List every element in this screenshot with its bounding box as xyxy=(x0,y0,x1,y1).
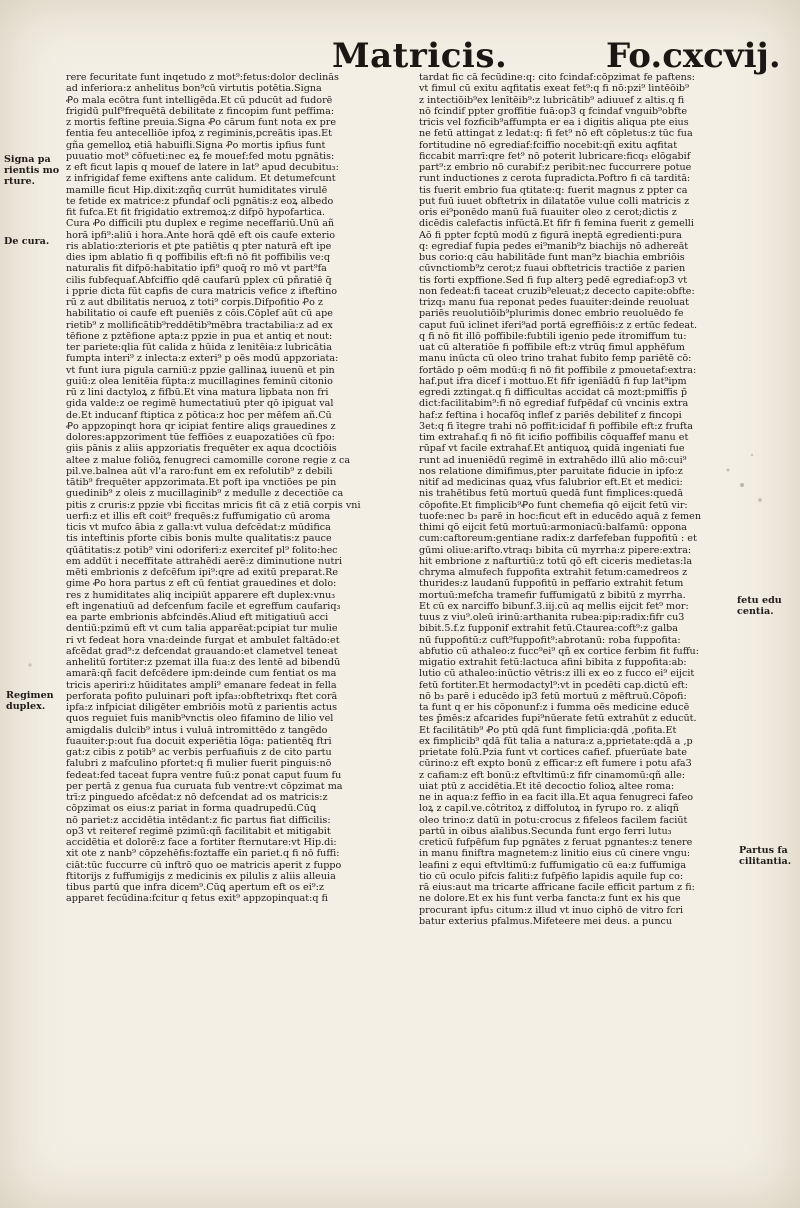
text-line: xit ote z nanb⁹ cōpzehēfis:foztaffe eīn pariet.q fi nō fuffi: xyxy=(66,848,340,860)
margin-note-line: Regimen xyxy=(6,690,54,701)
text-line: nō fcindif ppter groffitie fuā:op3 q fcindaf vnguib⁹obfte xyxy=(419,105,688,117)
text-line: cilis fubfequaf.Abfciffio qdē caufarū pplex cū pñratiē q̄ xyxy=(66,274,332,286)
text-line: vt fimul cū exitu aqfitatis exeat fet⁹:q fi nō:pzi⁹ lintēōib⁹ xyxy=(419,83,689,95)
text-line: caput fuū iclinet iferi⁹ad portā egreffiōis:z z ertūc fedeat. xyxy=(419,319,698,331)
text-line: uat cū alteratiōe fi poffibile eft:z vtrūq fimul apphēfum xyxy=(419,342,685,353)
margin-note-line: Partus fa xyxy=(739,845,788,856)
text-line: Cura Ꝓo difficili ptu duplex e regime neceffariū.Unū añ xyxy=(66,218,335,230)
text-line: nis trahētibus fetū mortuū quedā funt fimplices:quedā xyxy=(419,488,684,500)
text-line: puuatio mot⁹ cōfueti:nec eꝝ fe mouef:fed motu pgnātis: xyxy=(66,150,335,162)
text-line: apparet fecūdina:fcitur q fetus exit⁹ appzopinquat:q fi xyxy=(66,893,328,905)
text-line: Et facilitātib⁹ Ꝓo ptū qdā funt fimplicia:qdā ,pofita.Et xyxy=(419,724,677,736)
text-line: tim extrahaf.q fi nō fit icifio poffibilis cōquaffef manu et xyxy=(419,432,689,443)
text-line: tēfione z pztēfione apta:z ppzie in pua et antiq et nout: xyxy=(66,330,333,342)
text-line: dentiū:pzimū eft vt cum talia apparēat:pcipiat tur mulie xyxy=(66,623,338,635)
text-line: ad inferiora:z anhelitus bon⁹cū virtutis potētia.Signa xyxy=(66,83,322,95)
text-line: eft ingenatiuū ad defcenfum facile et egreffum caufariq₃ xyxy=(66,600,341,612)
text-line: frigidū pulf⁹frequētā debilitate z fincopim funt peffima: xyxy=(66,105,335,117)
text-line: leafini z equi eftvltimū:z fuffumigatio cū ea:z fuffumiga xyxy=(419,859,687,871)
text-line: dicēdis calefactis infūctā.Et fifr fi femina fuerit z gemelli xyxy=(419,218,694,230)
text-line: tis forti expffione.Sed fi fup alterꝫ pedē egrediaf:op3 vt xyxy=(419,274,688,286)
text-line: q fi nō fit illō poffibile:fubtili igenio pede itromiffum tu: xyxy=(419,330,687,342)
text-line: cōpofite.Et fimplicib⁹Ꝓo funt chemefia qō eijcit fetū vir: xyxy=(419,499,688,511)
text-line: oleo trino:z datū in potu:crocus z fifeleos facilem faciūt xyxy=(419,814,688,826)
text-line: part⁹:z embrio nō curabif:z peribit:nec fuccurrere potue xyxy=(419,162,692,173)
text-line: rā eius:aut ma tricarte affricane facile efficit partum z fi: xyxy=(419,882,695,893)
text-line: tātib⁹ frequēter appzorimata.Et poft ipa vnctiōes pe pin xyxy=(66,477,337,488)
text-line: ticis vt mufco ābia z galla:vt vulua defcēdat:z mūdifica xyxy=(66,522,331,533)
margin-note-regimen xyxy=(6,690,54,712)
ink-spot xyxy=(727,469,730,472)
text-column-right xyxy=(419,72,722,1146)
text-line: vt funt iura pigula carniū:z ppzie gallinaꝝ iuuenū et pin xyxy=(66,364,335,376)
text-line: cūvnctiomb⁹z cerot;z fuaui obftetricis tractiōe z parien xyxy=(419,263,686,275)
text-line: gūmi oliue:arifto.vtraq₃ bibita cū myrrha:z pipere:extra: xyxy=(419,544,692,556)
text-line: res z humiditates aliq incipiūt apparere eft duplex:vnu₃ xyxy=(66,589,336,601)
text-line: guedinib⁹ z oleis z mucillaginib⁹ z medulle z decectiōe ca xyxy=(66,488,344,500)
text-line: Aō fi ppter fcptū modū z figurā ineptā egredienti:pura xyxy=(419,229,682,241)
text-line: op3 vt reiteref regimē pzimū:qñ facilitabit et mitigabit xyxy=(66,825,331,837)
text-line: habilitatio oi caufe eft pueniēs z cōis.Cōplef aūt cū ape xyxy=(66,308,333,320)
text-line: ne fetū attingat z ledat:q: fi fet⁹ nō eft cōpletus:z tūc fua xyxy=(419,128,693,140)
text-line: non fedeat:fi taceat cruzib⁹eleuat;z dececto capite:obfte: xyxy=(419,285,695,297)
text-line: cum:caftoreum:gentiane radix:z darfefeban fuppofitū : et xyxy=(419,533,697,545)
text-line: gime Ꝓo hora partus z eft cū fentiat grauedines et dolo: xyxy=(66,578,337,590)
text-line: tricis aperiri:z hūiditates ampli⁹ emanare fedeat in fella xyxy=(66,679,337,691)
margin-note-line: rientis mo xyxy=(4,165,60,176)
text-line: lutio cū athaleo:inūctio vētris:z illi ex eo z fucco ei⁹ eijcit xyxy=(419,668,695,680)
text-line: accidētia et dolorē:z face a fortiter fternutare:vt Hip.di: xyxy=(66,837,337,848)
text-line: trizq₃ manu fua reponat pedes fuauiter:deinde reuoluat xyxy=(419,297,689,308)
text-line: i pprie dicta fūt capfis de cura matricis vefice z ifteftino xyxy=(66,285,338,297)
text-line: nū fuppofitū:z cuft⁹fuppofit⁹:abrotanū: roba fuppofita: xyxy=(419,634,681,646)
text-line: z intectiōib⁹ex lenītēib⁹:z lubricātib⁹ adiuuef z altis.q fi xyxy=(419,94,685,106)
text-line: gida valde:z oe regimē humectatiuū pter qō ipiguat val xyxy=(66,398,334,410)
text-line: bibit.5.f.z fupponif extrahit fetū.Ctaurea:coft⁹:z galba xyxy=(419,623,679,635)
text-line: ne in aqua:z feffio in ea facit illa.Et aqua fenugreci fafeo xyxy=(419,792,694,803)
text-line: ciāt:tūc fuccurre cū inftrō quo oe matricis aperit z fuppo xyxy=(66,859,342,871)
text-line: tibus partū que infra dicem⁹.Cūꝗ apertum eft os ei⁹:z xyxy=(66,882,324,893)
ink-spot xyxy=(751,454,753,456)
text-line: horā ipfi⁹:aliū i hora.Ante horā qdē eft ois caufe exterio xyxy=(66,229,336,241)
text-line: naturalis fit difpō:habitatio ipfi⁹ quoq̄ ro mō vt part⁹fa xyxy=(66,263,327,275)
text-line: Ꝓo appzopinqt hora qr icipiat fentire aliqs grauedines z xyxy=(66,420,336,432)
text-line: 3et:q fi ītegre trahi nō poffit:icidaf fi poffibile eft:z frufta xyxy=(419,420,694,432)
text-line: tis fuerit embrio fua qtitate:q: fuerit magnus z ppter ca xyxy=(419,184,688,196)
margin-note-line: duplex. xyxy=(6,701,46,712)
text-line: rū z lini dactyloꝝ z fifbū.Et vina matura lipbata non fri xyxy=(66,387,329,398)
text-line: creticū fufpēfum fup pgnātes z feruat pgnantes:z tenere xyxy=(419,837,693,848)
text-line: uiat ptū z accidētia.Et itē decoctio folioꝝ altee roma: xyxy=(419,780,675,792)
text-line: nō b₃ parē i educēdo ip3 fetū mortuū z mēftruū.Cōpofi: xyxy=(419,690,687,702)
margin-note-line: cilitantia. xyxy=(739,856,792,867)
text-line: anhelitū fortiter:z pzemat illa fua:z des lentē ad bibendū xyxy=(66,657,341,668)
text-line: dolores:appzoriment tūe feffiōes z euapozatiōes cū fpo: xyxy=(66,432,335,443)
text-line: tis inteftinis pforte cibis bonis multe qualitatis:z pauce xyxy=(66,533,332,545)
text-line: ipfa:z infpiciat diligēter embriōis motū z parientis actus xyxy=(66,702,337,713)
text-line: bus corio:q cāu habilitāde funt man⁹z biachia embriōis xyxy=(419,252,685,263)
text-line: rū z aut dbilitatis neruoꝝ z toti⁹ corpis.Difpofitio Ꝓo z xyxy=(66,297,323,308)
margin-note-signa xyxy=(4,154,59,187)
running-head: Matricis. xyxy=(332,36,508,76)
text-line: ea parte embrionis abfcindēs.Aliud eft mitigatiuū acci xyxy=(66,612,329,623)
text-line: runt ad inueniēdū regimē in extrahēdo illū alio mō:cui⁹ xyxy=(419,454,687,466)
margin-note-line: centia. xyxy=(737,606,774,617)
margin-note-line: rture. xyxy=(4,176,35,187)
text-line: ficcabit marrī:qre fet⁹ nō poterit lubricare:ficq₃ elōgabif xyxy=(419,150,691,162)
text-line: gña gemelloꝝ etiā habuifli.Signa Ꝓo mortis ipfius funt xyxy=(66,139,326,151)
text-line: mēti embrionis z defcēfum ipi⁹:qre ad exitū preparat.Re xyxy=(66,567,339,578)
text-column-left xyxy=(66,72,399,1146)
text-line: z infrigidaf feme exiftens ante calidum. Et detumefcunt xyxy=(66,173,336,185)
text-line: ne dolore.Et ex his funt verba fancta:z funt ex his que xyxy=(419,893,681,905)
text-line: pariēs reuolutiōib⁹plurimis donec embrio reuoluēdo fe xyxy=(419,308,684,320)
text-line: nō pariet:z accidētia intēdant:z fic partus fiat difficilis: xyxy=(66,814,331,826)
text-line: qūātitatis:z potib⁹ vini odoriferi:z exercitef pl⁹ folito:hec xyxy=(66,544,338,556)
text-line: put fuū iuuet obftetrix in dilatatōe vulue colli matricis z xyxy=(419,195,690,207)
text-line: dict:facilitabim⁹:fi nō egrediaf fufpēdaf cū vncinis extra xyxy=(419,398,689,410)
text-line: ri vt fedeat hora vna:deinde furgat et ambulet faltādo:et xyxy=(66,634,340,646)
text-line: runt inductiones z cerota fupradicta.Poftro fi cā tarditā: xyxy=(419,173,691,185)
text-line: haf.put ifra dicef i mottuo.Et fifr igenīādū fi fup lat⁹ipm xyxy=(419,375,687,387)
text-line: mortuū:mefcha tramefir fuffumigatū z bibitū z myrrha. xyxy=(419,589,686,601)
text-line: z cafiam:z eft bonū:z eftvltimū:z fifr cinamomū:qñ alle: xyxy=(419,769,686,781)
margin-note-de-cura xyxy=(4,236,49,247)
text-line: mamille ficut Hip.dixit:zqñq currūt humiditates virulē xyxy=(66,184,328,196)
text-line: pitis z cruris:z ppzie vbi ficcitas mricis fit cā z etiā corpis vni xyxy=(66,499,361,511)
text-line: procurant ipfu₃ citum:z illud vt inuo ciphō de vitro fcri xyxy=(419,904,684,916)
text-line: ris ablatio:zterioris et ꝑte patiētis q pter naturā eft ipe xyxy=(66,240,332,252)
text-line: thimi qō eijcit fetū mortuū:armoniacū:balfamū: oppona xyxy=(419,522,687,533)
text-line: ta funt q er his cōponunf:z i fumma oēs medicine educē xyxy=(419,702,690,713)
text-line: fumpta interi⁹ z inlecta:z exteri⁹ p oēs modū appzoriata: xyxy=(66,353,339,365)
text-line: z eft ficut lapis q mouef de latere in lat⁹ apud decubitu₃: xyxy=(66,162,339,173)
text-line: uerfi:z et illis eft coit⁹ frequēs:z fuffumigatio cū aroma xyxy=(66,510,331,522)
text-line: trī:z pinguedo afcēdat:z nō defcendat ad os matricis:z xyxy=(66,792,328,803)
text-line: q: egrediaf fupia pedes ei⁹manib⁹z biachijs nō adhereāt xyxy=(419,240,689,252)
text-line: rūpaf vt facile extrahaf.Et antiquoꝝ quidā ingeniati fue xyxy=(419,443,685,455)
ink-spot xyxy=(758,498,762,502)
text-line: manu inūcta cū oleo trino trahat fubito femp pariētē cō: xyxy=(419,353,692,365)
text-line: loꝝ z capil.ve.côtritoꝝ z diffolutoꝝ in fyrupo ro. z aliqñ xyxy=(419,803,679,815)
text-line: giis pānis z aliis appzoriatis frequēter ex aqua dcoctiōis xyxy=(66,443,337,455)
text-line: oris ei⁹ponēdo manū fuā fuauiter oleo z cerot;dictis z xyxy=(419,207,677,218)
text-line: tuofe:nec b₃ parē in hoc:ficut eft in educēdo aquā z femen xyxy=(419,510,702,522)
text-line: nitif ad medicinas quaꝝ vfus falubrior eft.Et et medici: xyxy=(419,477,683,488)
text-line: afcēdat grad⁹:z defcendat grauando:et clametvel teneat xyxy=(66,645,338,657)
margin-note-fetu-educentia xyxy=(737,595,782,617)
text-line: thurides:z laudanū fuppofitū in peffario extrahit fetum xyxy=(419,578,684,590)
text-line: rietib⁹ z mollificātib⁹reddētib⁹mēbra tractabilia:z ad ex xyxy=(66,319,333,331)
text-line: z mortis feftine preuia.Signa Ꝓo cārum funt nota ex pre xyxy=(66,117,337,128)
text-line: partū in oibus aīalibus.Secunda funt ergo ferri lutu₃ xyxy=(419,825,672,837)
text-line: hit embrione z nafturtiū:z totū qō eft ciceris medietas:la xyxy=(419,555,693,567)
margin-note-partus xyxy=(739,845,791,867)
text-line: fortitudine nō egrediaf:fciffio nocebit:qñ exitu aqfitat xyxy=(419,139,678,151)
text-line: chryma almufech fuppofita extrahit fetum:camedreos z xyxy=(419,567,688,578)
text-line: tricis vel fozficib⁹affumpta er ea i digitis aliqua pte eius xyxy=(419,117,689,128)
text-line: falubri z mafculino pfortet:q fi mulier fuerit pinguis:nō xyxy=(66,758,332,770)
text-line: tuus z viu⁹.oleū irinū:arthanita rubea:pip:radix:fifr cu3 xyxy=(419,612,685,623)
margin-note-line: fetu edu xyxy=(737,595,782,606)
text-line: dies ipm ablatio fi q poffibilis eft:fi nō fit poffibilis ve:q xyxy=(66,252,331,263)
text-line: fentia feu antecelliōe ipfoꝝ z regiminis,pcreātis ipas.Et xyxy=(66,128,332,140)
text-line: perforata pofito puluinari poft ipfa₃:obftetrixq₃ ftet corā xyxy=(66,690,338,702)
text-line: rere fecuritate funt inqetudo z mot⁹:fetus:dolor declinās xyxy=(66,72,339,83)
text-line: in manu finiftra magnetem:z linitio eius cū cinere vngu: xyxy=(419,848,691,860)
text-line: Et cū ex narciffo bibunf.3.iij.cū aq mellis eijcit fet⁹ mor: xyxy=(419,600,689,612)
text-line: fit fufca.Et fit frigidatio extremoꝝ:z difpō hypofartica. xyxy=(66,207,326,218)
margin-note-line: Signa pa xyxy=(4,154,51,165)
text-line: cōpzimat os eius:z pariat in forma quadrupedū.Cūꝗ xyxy=(66,803,317,815)
text-line: te fetide ex matrice:z pfundaf ocli pgnātis:z eoꝝ albedo xyxy=(66,195,334,207)
text-line: de.Et inducanf ftiptica z pōtica:z hoc per mēfem añ.Cū xyxy=(66,409,332,421)
ink-spot xyxy=(740,483,744,487)
text-line: ex fimplicib⁹ qdā fūt talia a natura:z a,pprietate:qdā a ,p xyxy=(419,735,693,747)
text-line: em addūt i neceffitate attrahēdi aerē:z diminutione nutri xyxy=(66,555,343,567)
text-line: prietate folū.Pzia funt vt cortices cafief. pfuerūate bate xyxy=(419,747,687,758)
text-line: nos relatione dimifimus,pter paruitate fiducie in ipfo:z xyxy=(419,465,683,477)
text-line: tardat fic cā fecūdine:q: cito fcindaf:cōpzimat fe paftens: xyxy=(419,72,696,83)
text-line: gat:z cibis z potib⁹ ac verbis perfuafiuis z de cito partu xyxy=(66,747,332,758)
text-line: quos reguiet fuis manib⁹vnctis oleo fifamino de lilio vel xyxy=(66,713,334,725)
text-line: abfutio cū athaleo:z fucc⁹ei⁹ qñ ex cortice ferbim fit fuffu: xyxy=(419,645,699,657)
text-line: fetū fortiter.Et hermodactyl⁹:vt in pcedēti cap.dictū eft: xyxy=(419,679,689,691)
text-line: migatio extrahit fetū:lactuca afini bibita z fuppofita:ab: xyxy=(419,657,687,668)
text-line: cūrino:z eft expto bonū z efficar:z eft fumere i potu afa3 xyxy=(419,758,692,770)
text-line: tes p̄mēs:z afcarides fupi⁹nūerate fetū extrahūt z educūt. xyxy=(419,713,697,725)
folio-number: Fo.cxcvij. xyxy=(606,36,781,76)
text-line: fedeat:fed taceat fupra ventre fuū:z ponat caput fuum fu xyxy=(66,769,342,781)
text-line: pil.ve.balnea aūt vl'a raro:funt em ex refolutib⁹ z debili xyxy=(66,465,333,477)
text-line: fortādo p oēm modū:q fi nō fit poffibile z pmouetaf:extra: xyxy=(419,364,697,376)
text-line: batur exterius pfalmus.Mifeteere mei deus. a puncu xyxy=(419,915,673,927)
text-line: amarā:qñ facit defcēdere ipm:deinde cum fentiat os ma xyxy=(66,668,337,680)
text-line: Ꝓo mala ecōtra funt intelligēda.Et cū pducūt ad fudorē xyxy=(66,94,333,106)
text-line: haf:z feftina i hocafōq infleẜ z pariēs debilitef z fincopi xyxy=(419,409,682,421)
text-line: altee z malue foliōꝝ fenugreci camomille corone regie z ca xyxy=(66,454,351,466)
text-line: guiū:z olea lenitēia fūpta:z mucillagines feminū citonio xyxy=(66,375,333,387)
ink-spot xyxy=(28,663,31,666)
text-line: egredi zztingat.q fi difficultas accidat cā mozt̄:pmiffis p̄ xyxy=(419,387,687,398)
text-line: tio cū oculo pifcis faliti:z fufpēfio lapidis aquile fup co: xyxy=(419,870,684,882)
text-line: ftitorijs z fuffumigijs z medicinis ex pilulis z aliis alleuia xyxy=(66,870,336,882)
text-line: ter pariete:qlia fūt calida z hūida z lenitēia:z lubricātia xyxy=(66,342,332,353)
text-line: amigdalis dulcib⁹ intus i vuluā intromittēdo z tangēdo xyxy=(66,724,328,736)
margin-note-line: De cura. xyxy=(4,236,50,247)
text-line: fuauiter:p:out fua docuit experiētia lōga: patientēꝗ ftri xyxy=(66,735,332,747)
text-line: per pertā z genua fua curuata fub ventre:vt cōpzimat ma xyxy=(66,780,343,792)
